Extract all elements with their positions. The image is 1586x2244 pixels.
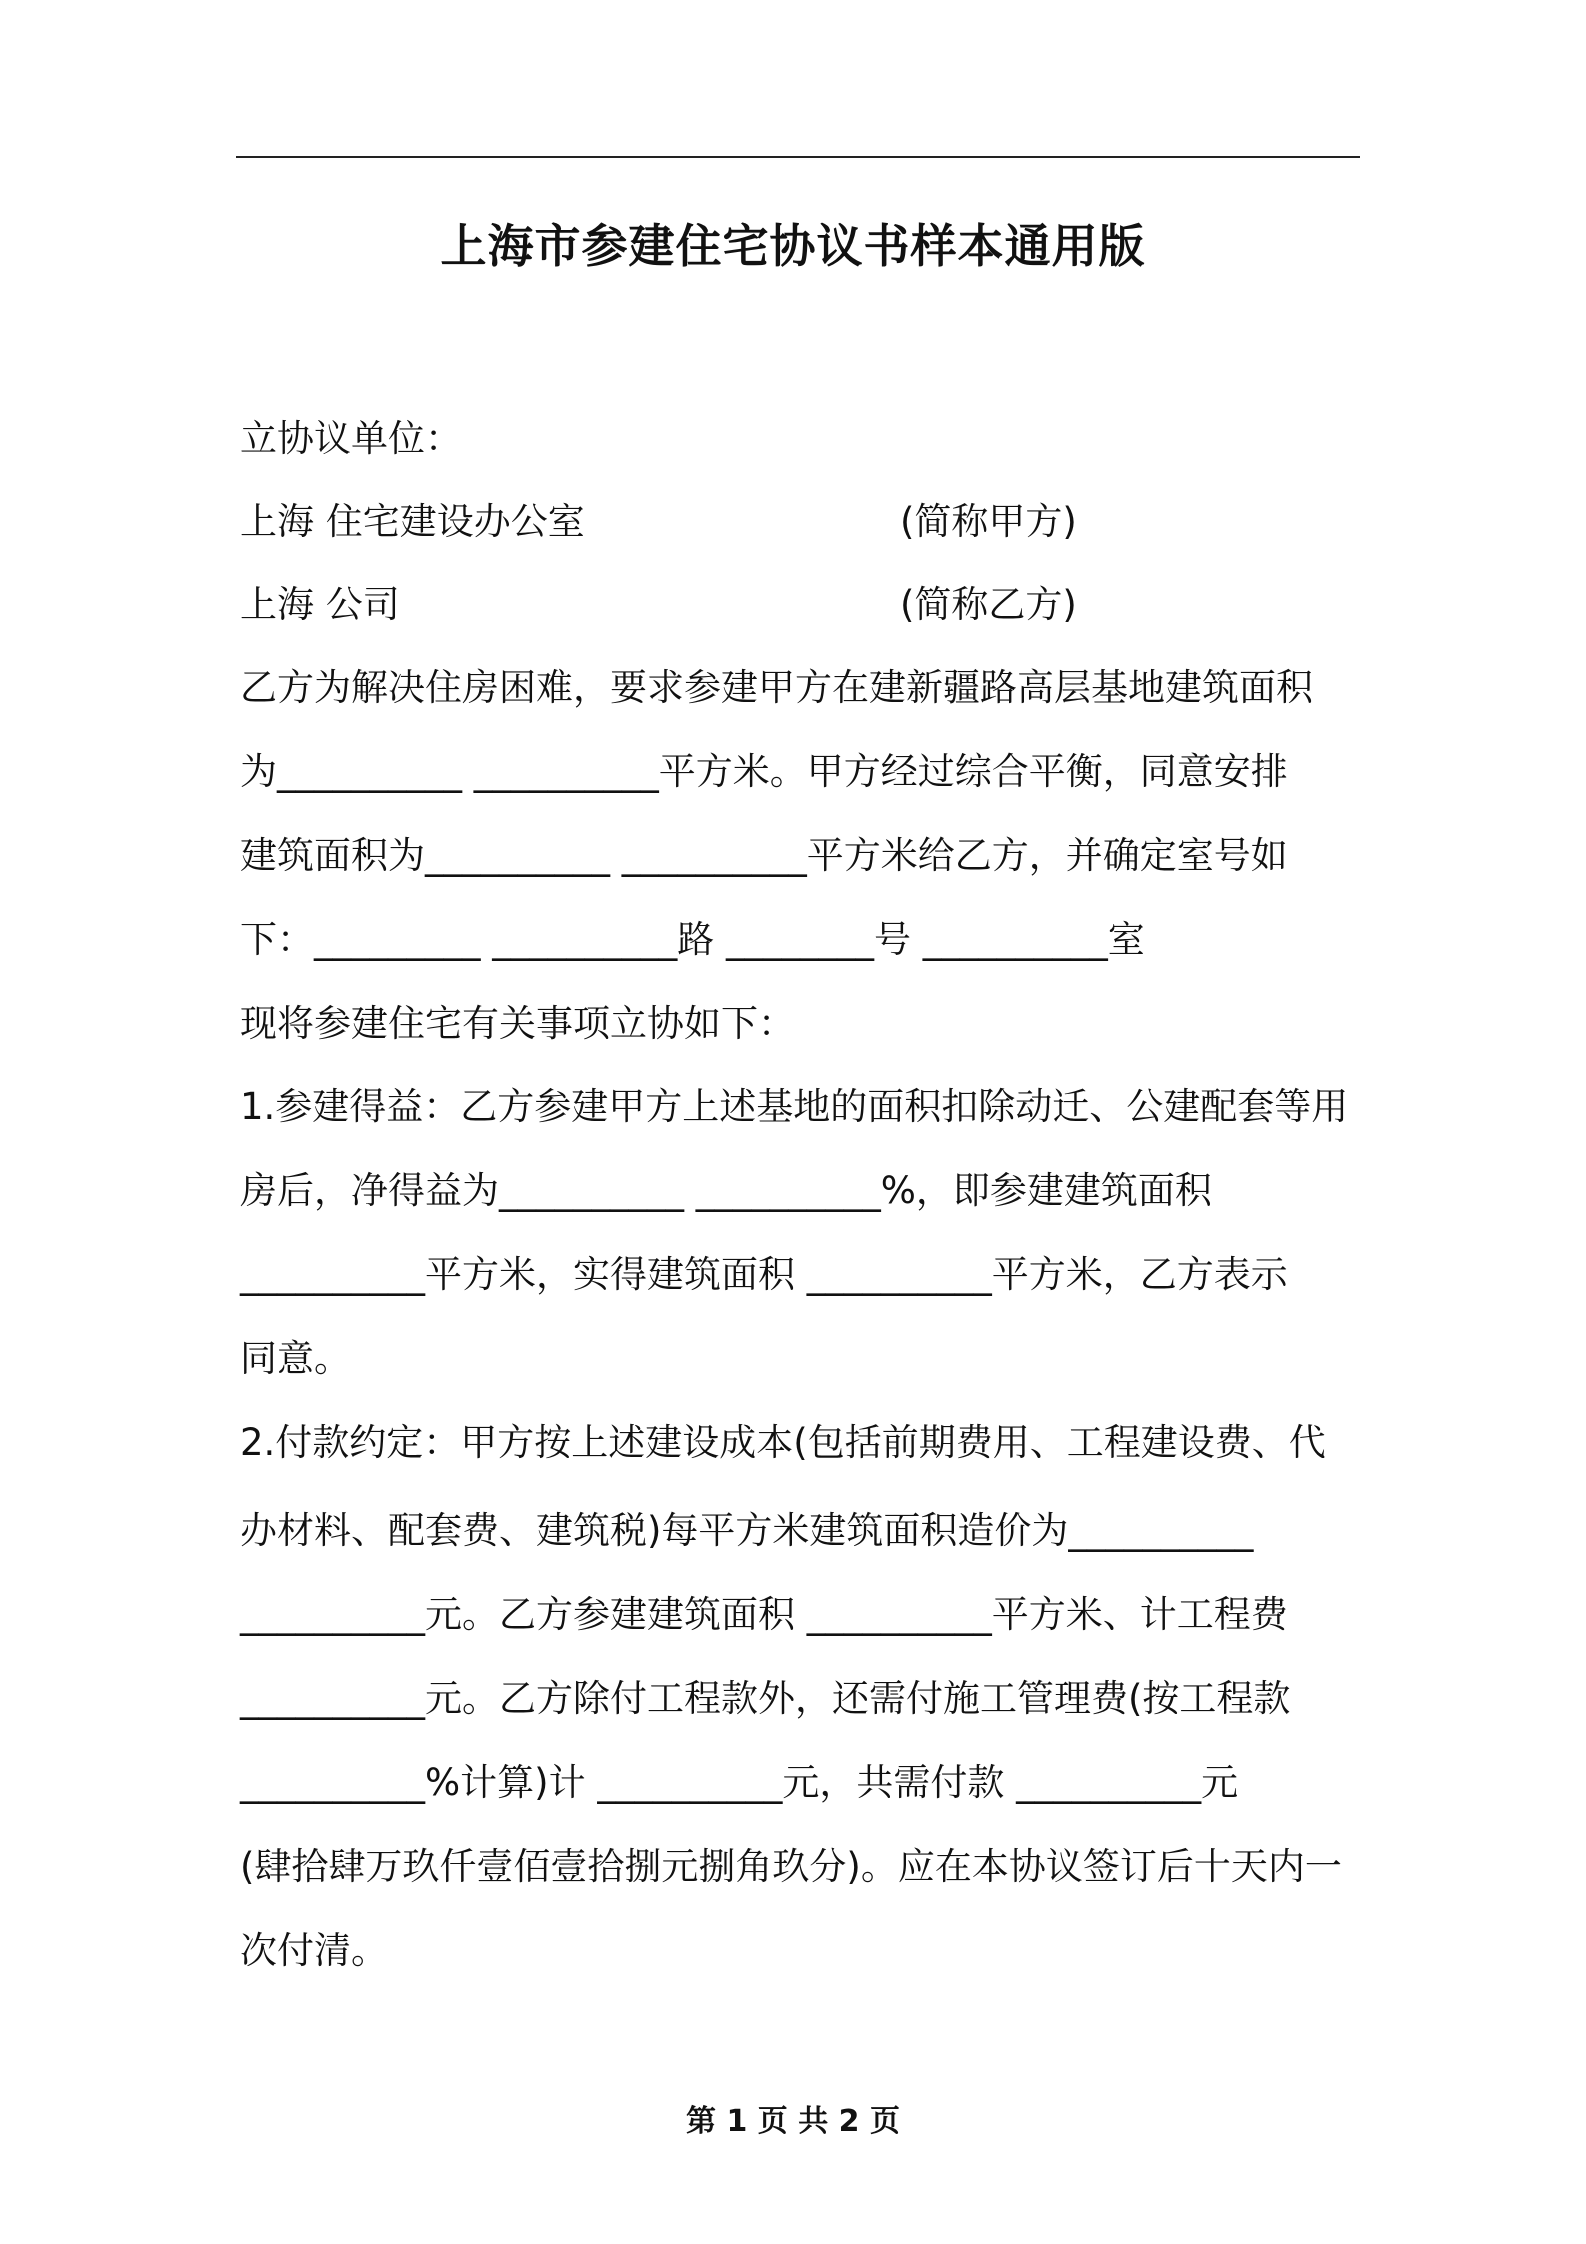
party-a-note: (简称甲方) <box>900 500 1077 543</box>
body-line: 2.付款约定：甲方按上述建设成本(包括前期费用、工程建设费、代 <box>240 1421 1326 1464</box>
parties-intro: 立协议单位： <box>240 417 462 460</box>
body-line: 次付清。 <box>240 1929 388 1972</box>
party-a-name: 上海 住宅建设办公室 <box>240 500 585 543</box>
party-b-note: (简称乙方) <box>900 583 1077 626</box>
body-line: __________元。乙方参建建筑面积 __________平方米、计工程费 <box>240 1593 1288 1636</box>
body-line: 房后，净得益为__________ __________%，即参建建筑面积 <box>240 1169 1212 1212</box>
body-line: (肆拾肆万玖仟壹佰壹拾捌元捌角玖分)。应在本协议签订后十天内一 <box>240 1845 1342 1888</box>
body-line: 下：_________ __________路 ________号 __________室 <box>240 918 1145 961</box>
body-line: 建筑面积为__________ __________平方米给乙方，并确定室号如 <box>240 834 1288 877</box>
document-title: 上海市参建住宅协议书样本通用版 <box>440 219 1146 273</box>
party-b-name: 上海 公司 <box>240 583 400 626</box>
header-rule <box>236 156 1360 158</box>
body-line: 同意。 <box>240 1337 351 1380</box>
body-line: 现将参建住宅有关事项立协如下： <box>240 1002 795 1045</box>
body-line: __________%计算)计 __________元，共需付款 __________元 <box>240 1761 1239 1804</box>
page-footer: 第 1 页 共 2 页 <box>686 2104 900 2139</box>
body-line: __________平方米，实得建筑面积 __________平方米，乙方表示 <box>240 1253 1288 1296</box>
body-line: 为__________ __________平方米。甲方经过综合平衡，同意安排 <box>240 750 1288 793</box>
body-line: 乙方为解决住房困难，要求参建甲方在建新疆路高层基地建筑面积 <box>240 666 1313 709</box>
body-line: 办材料、配套费、建筑税)每平方米建筑面积造价为__________ <box>240 1509 1254 1552</box>
body-line: __________元。乙方除付工程款外，还需付施工管理费(按工程款 <box>240 1677 1291 1720</box>
body-line: 1.参建得益：乙方参建甲方上述基地的面积扣除动迁、公建配套等用 <box>240 1085 1349 1128</box>
